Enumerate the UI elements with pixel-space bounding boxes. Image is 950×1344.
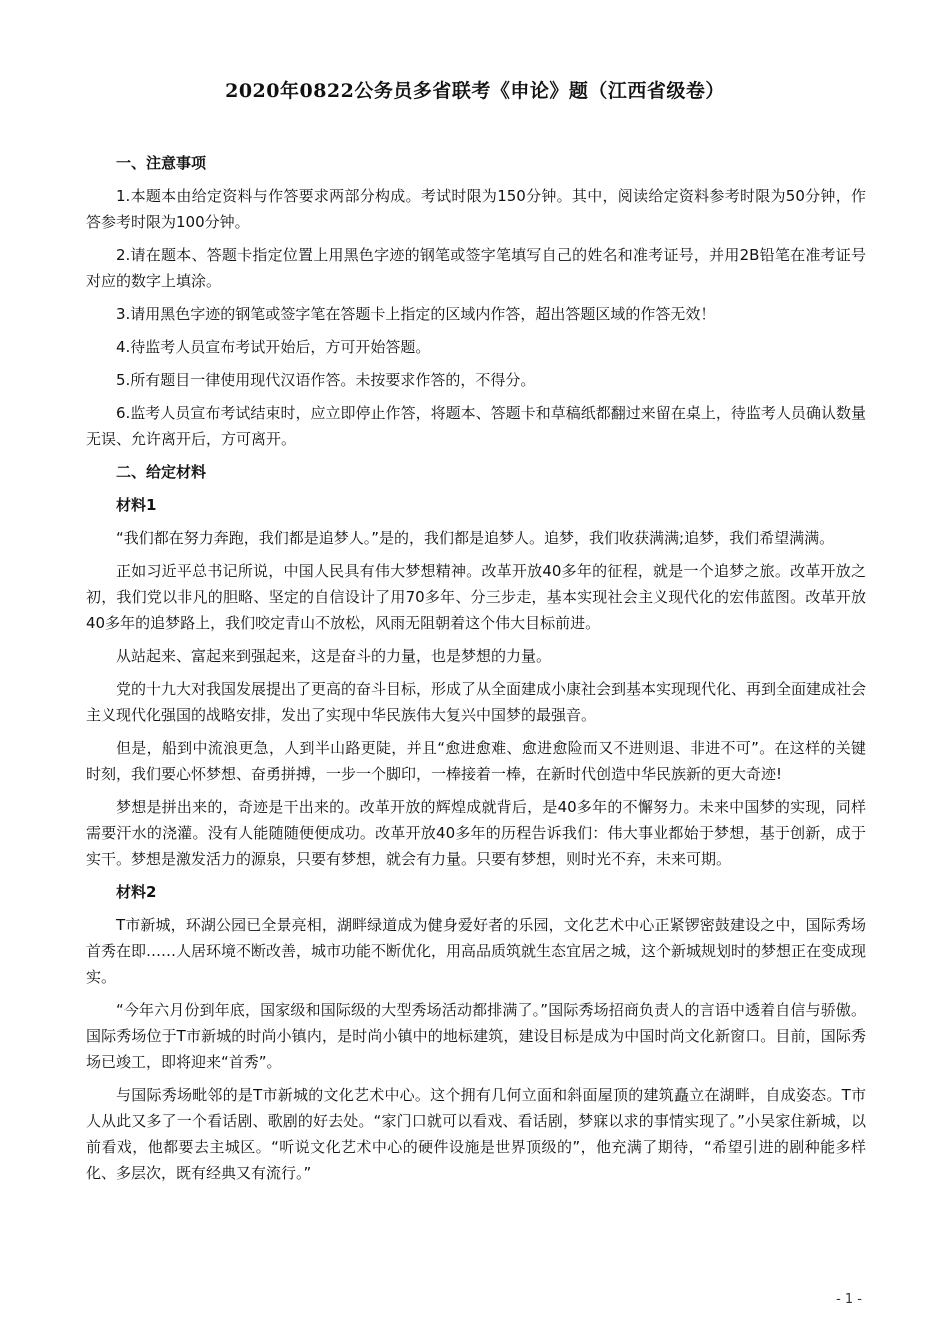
page-title: 2020年0822公务员多省联考《申论》题（江西省级卷）	[225, 80, 725, 102]
document-body	[86, 150, 866, 1193]
note-item: 4.待监考人员宣布考试开始后，方可开始答题。	[116, 338, 431, 356]
material-paragraph: “今年六月份到年底，国家级和国际级的大型秀场活动都排满了。”国际秀场招商负责人的言语中透着自信与骄傲。国际秀场位于T市新城的时尚小镇内，是时尚小镇中的地标建筑，建设目标是成为中国时尚文化新窗口。目前，国际秀场已竣工，即将迎来“首秀”。	[86, 1001, 866, 1071]
material-label: 材料1	[116, 496, 157, 514]
note-item: 3.请用黑色字迹的钢笔或签字笔在答题卡上指定的区域内作答，超出答题区域的作答无效！	[116, 305, 716, 323]
material-paragraph: 但是，船到中流浪更急，人到半山路更陡，并且“愈进愈难、愈进愈险而又不进则退、非进不可”。在这样的关键时刻，我们要心怀梦想、奋勇拼搏，一步一个脚印，一棒接着一棒，在新时代创造中华民族新的更大奇迹!	[86, 739, 866, 783]
material-paragraph: “我们都在努力奔跑，我们都是追梦人。”是的，我们都是追梦人。追梦，我们收获满满;追梦，我们希望满满。	[116, 529, 835, 547]
material-paragraph: T市新城，环湖公园已全景亮相，湖畔绿道成为健身爱好者的乐园，文化艺术中心正紧锣密鼓建设之中，国际秀场首秀在即……人居环境不断改善，城市功能不断优化，用高品质筑就生态宜居之城，这个新城规划时的梦想正在变成现实。	[86, 916, 867, 986]
note-item: 5.所有题目一律使用现代汉语作答。未按要求作答的，不得分。	[116, 371, 536, 389]
material-paragraph: 从站起来、富起来到强起来，这是奋斗的力量，也是梦想的力量。	[116, 647, 552, 665]
material-paragraph: 梦想是拼出来的，奇迹是干出来的。改革开放的辉煌成就背后，是40多年的不懈努力。未来中国梦的实现，同样需要汗水的浇灌。没有人能随随便便成功。改革开放40多年的历程告诉我们：伟大事业都始于梦想，基于创新，成于实干。梦想是激发活力的源泉，只要有梦想，就会有力量。只要有梦想，则时光不弃，未来可期。	[86, 798, 866, 868]
material-paragraph: 党的十九大对我国发展提出了更高的奋斗目标，形成了从全面建成小康社会到基本实现现代化、再到全面建成社会主义现代化强国的战略安排，发出了实现中华民族伟大复兴中国梦的最强音。	[86, 680, 867, 724]
material-paragraph: 与国际秀场毗邻的是T市新城的文化艺术中心。这个拥有几何立面和斜面屋顶的建筑矗立在湖畔，自成姿态。T市人从此又多了一个看话剧、歌剧的好去处。“家门口就可以看戏、看话剧，梦寐以求的事情实现了。”小吴家住新城，以前看戏，他都要去主城区。“听说文化艺术中心的硬件设施是世界顶级的”，他充满了期待，“希望引进的剧种能多样化、多层次，既有经典又有流行。”	[86, 1086, 866, 1182]
section-heading-materials: 二、给定材料	[116, 463, 207, 481]
note-item: 2.请在题本、答题卡指定位置上用黑色字迹的钢笔或签字笔填写自己的姓名和准考证号，并用2B铅笔在准考证号对应的数字上填涂。	[86, 246, 866, 290]
section-heading-notes: 一、注意事项	[116, 154, 207, 172]
material-label: 材料2	[116, 883, 157, 901]
note-item: 1.本题本由给定资料与作答要求两部分构成。考试时限为150分钟。其中，阅读给定资料参考时限为50分钟，作答参考时限为100分钟。	[86, 187, 866, 231]
page-number: - 1 -	[836, 1292, 862, 1307]
note-item: 6.监考人员宣布考试结束时，应立即停止作答，将题本、答题卡和草稿纸都翻过来留在桌上，待监考人员确认数量无误、允许离开后，方可离开。	[86, 404, 866, 448]
material-paragraph: 正如习近平总书记所说，中国人民具有伟大梦想精神。改革开放40多年的征程，就是一个追梦之旅。改革开放之初，我们党以非凡的胆略、坚定的自信设计了用70多年、分三步走，基本实现社会主义现代化的宏伟蓝图。改革开放40多年的追梦路上，我们咬定青山不放松，风雨无阻朝着这个伟大目标前进。	[86, 562, 866, 632]
